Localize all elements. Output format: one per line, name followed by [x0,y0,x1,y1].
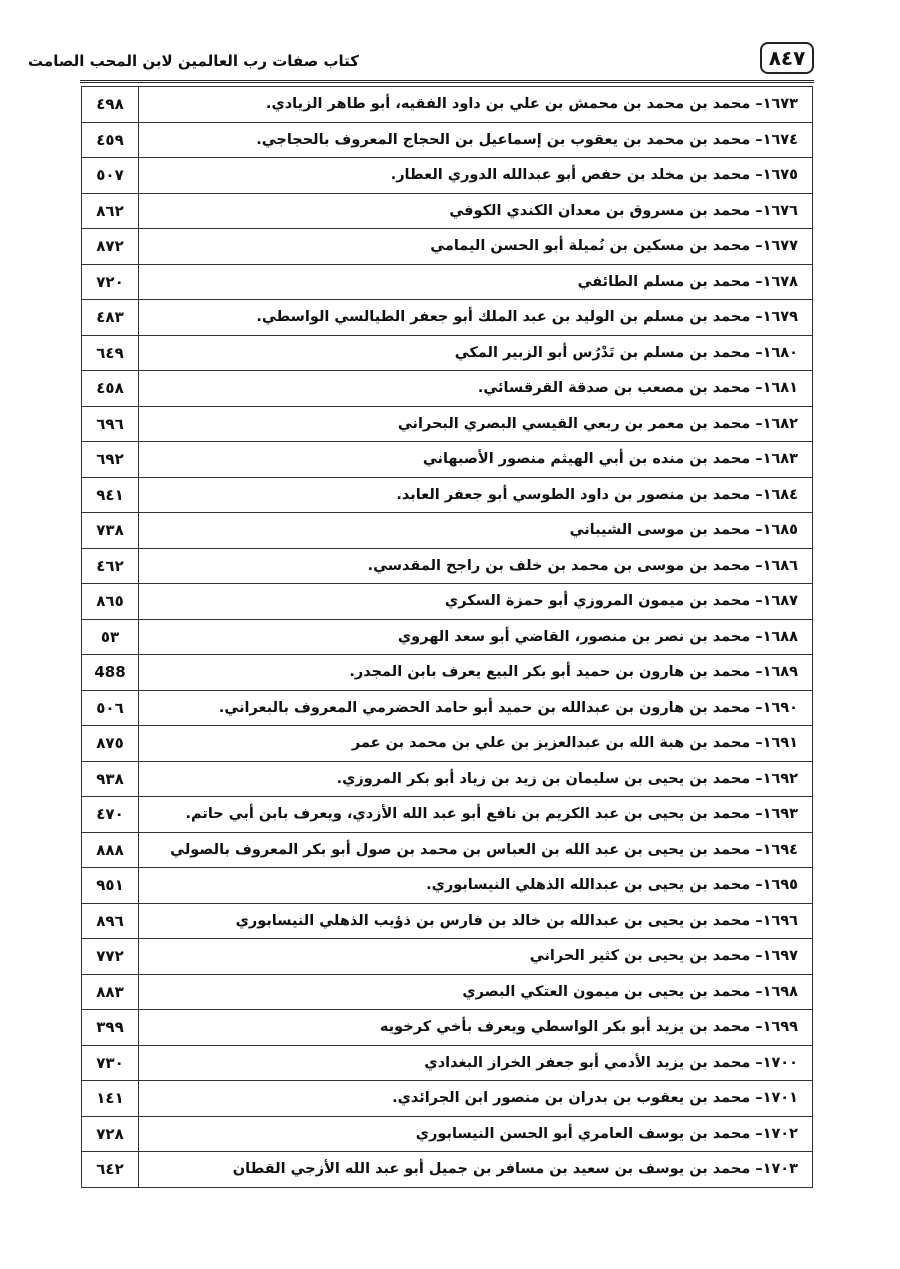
page-reference: ٩٥١ [82,868,139,904]
page-reference: ٧٣٠ [82,1045,139,1081]
table-row [82,1081,813,1117]
narrator-entry: ١٦٧٣– محمد بن محمد بن محمش بن علي بن داود الفقيه، أبو طاهر الزيادي. [139,87,813,123]
page-reference: ٤٥٨ [82,371,139,407]
table-row [82,655,813,691]
narrator-entry: ١٦٩٩– محمد بن يزيد أبو بكر الواسطي ويعرف بأخي كرخويه [139,1010,813,1046]
narrator-entry: ١٦٩٢– محمد بن يحيى بن سليمان بن زيد بن زياد أبو بكر المروزي. [139,761,813,797]
narrator-entry: ١٦٧٩– محمد بن مسلم بن الوليد بن عبد الملك أبو جعفر الطيالسي الواسطي. [139,300,813,336]
page-reference: ٧٣٨ [82,513,139,549]
table-row [82,158,813,194]
table-row [82,726,813,762]
table-row [82,371,813,407]
narrator-entry: ١٦٩٧– محمد بن يحيى بن كثير الحراني [139,939,813,975]
page-reference: ٤٩٨ [82,87,139,123]
table-row [82,335,813,371]
narrator-entry: ١٦٨٤– محمد بن منصور بن داود الطوسي أبو جعفر العابد. [139,477,813,513]
narrator-entry: ١٦٧٦– محمد بن مسروق بن معدان الكندي الكوفي [139,193,813,229]
page-reference: ٣٩٩ [82,1010,139,1046]
page-reference: ٩٣٨ [82,761,139,797]
table-row [82,761,813,797]
page-reference: ٨٦٢ [82,193,139,229]
page-reference: ٤٦٢ [82,548,139,584]
page-reference: ٦٩٦ [82,406,139,442]
narrator-entry: ١٧٠٣– محمد بن يوسف بن سعيد بن مسافر بن جميل أبو عبد الله الأزجي القطان [139,1152,813,1188]
narrator-entry: ١٦٧٨– محمد بن مسلم الطائفي [139,264,813,300]
narrator-entry: ١٧٠٠– محمد بن يزيد الأدمي أبو جعفر الخراز البغدادي [139,1045,813,1081]
narrator-entry: ١٧٠١– محمد بن يعقوب بن بدران بن منصور ابن الجرائدي. [139,1081,813,1117]
table-row [82,1045,813,1081]
narrator-entry: ١٦٩٨– محمد بن يحيى بن ميمون العتكي البصري [139,974,813,1010]
table-row [82,300,813,336]
page-reference: ٥٣ [82,619,139,655]
narrator-entry: ١٦٩٠– محمد بن هارون بن عبدالله بن حميد أبو حامد الحضرمي المعروف بالبعراني. [139,690,813,726]
book-title: كتاب صفات رب العالمين لابن المحب الصامت [28,52,359,70]
table-row [82,868,813,904]
narrator-entry: ١٧٠٢– محمد بن يوسف العامري أبو الحسن النيسابوري [139,1116,813,1152]
page-reference: ٦٤٩ [82,335,139,371]
table-row [82,1010,813,1046]
page-reference: ٤٧٠ [82,797,139,833]
narrator-entry: ١٦٨٨– محمد بن نصر بن منصور، القاضي أبو سعد الهروي [139,619,813,655]
page-reference: ٧٢٨ [82,1116,139,1152]
table-row [82,1152,813,1188]
narrator-entry: ١٦٨٩– محمد بن هارون بن حميد أبو بكر البيع يعرف بابن المجدر. [139,655,813,691]
table-row [82,974,813,1010]
page-reference: ٥٠٧ [82,158,139,194]
page-reference: 488 [82,655,139,691]
narrator-entry: ١٦٨٢– محمد بن معمر بن ربعي القيسي البصري البحراني [139,406,813,442]
narrator-entry: ١٦٩٤– محمد بن يحيى بن عبد الله بن العباس بن محمد بن صول أبو بكر المعروف بالصولي [139,832,813,868]
table-row [82,513,813,549]
table-row [82,903,813,939]
narrator-entry: ١٦٧٥– محمد بن مخلد بن حفص أبو عبدالله الدوري العطار. [139,158,813,194]
page-reference: ٨٩٦ [82,903,139,939]
narrator-entry: ١٦٨٠– محمد بن مسلم بن تَدْرُس أبو الزبير المكي [139,335,813,371]
table-row [82,193,813,229]
page-header [28,38,814,83]
table-row [82,406,813,442]
page-reference: ٧٢٠ [82,264,139,300]
table-row [82,584,813,620]
page-reference: ٦٩٢ [82,442,139,478]
page-reference: ٤٥٩ [82,122,139,158]
page-reference: ٦٤٢ [82,1152,139,1188]
page-reference: ٤٨٣ [82,300,139,336]
page-reference: ٨٨٣ [82,974,139,1010]
table-row [82,264,813,300]
table-row [82,87,813,123]
table-row [82,797,813,833]
page-reference: ٥٠٦ [82,690,139,726]
narrator-entry: ١٦٨٦– محمد بن موسى بن محمد بن خلف بن راجح المقدسي. [139,548,813,584]
page-reference: ١٤١ [82,1081,139,1117]
page-number-box: ٨٤٧ [760,42,814,74]
page-reference: ٩٤١ [82,477,139,513]
narrator-entry: ١٦٩٣– محمد بن يحيى بن عبد الكريم بن نافع أبو عبد الله الأزدي، ويعرف بابن أبي حاتم. [139,797,813,833]
table-row [82,832,813,868]
narrator-entry: ١٦٩٦– محمد بن يحيى بن عبدالله بن خالد بن فارس بن ذؤيب الذهلي النيسابوري [139,903,813,939]
table-row [82,690,813,726]
page-reference: ٧٧٢ [82,939,139,975]
narrator-entry: ١٦٧٧– محمد بن مسكين بن نُميلة أبو الحسن اليمامي [139,229,813,265]
narrator-entry: ١٦٩١– محمد بن هبة الله بن عبدالعزيز بن علي بن محمد بن عمر [139,726,813,762]
narrator-entry: ١٦٩٥– محمد بن يحيى بن عبدالله الذهلي النيسابوري. [139,868,813,904]
narrator-entry: ١٦٧٤– محمد بن محمد بن يعقوب بن إسماعيل بن الحجاج المعروف بالحجاجي. [139,122,813,158]
table-row [82,477,813,513]
page-reference: ٨٧٢ [82,229,139,265]
index-table [81,86,813,1188]
table-row [82,442,813,478]
index-table-body [82,87,813,1188]
narrator-entry: ١٦٨١– محمد بن مصعب بن صدقة القرقسائي. [139,371,813,407]
page-reference: ٨٨٨ [82,832,139,868]
page-reference: ٨٦٥ [82,584,139,620]
table-row [82,229,813,265]
table-row [82,939,813,975]
page-reference: ٨٧٥ [82,726,139,762]
narrator-entry: ١٦٨٧– محمد بن ميمون المروزي أبو حمزة السكري [139,584,813,620]
narrator-entry: ١٦٨٥– محمد بن موسى الشيباني [139,513,813,549]
narrator-entry: ١٦٨٣– محمد بن منده بن أبي الهيثم منصور الأصبهاني [139,442,813,478]
table-row [82,122,813,158]
table-row [82,619,813,655]
table-row [82,548,813,584]
table-row [82,1116,813,1152]
